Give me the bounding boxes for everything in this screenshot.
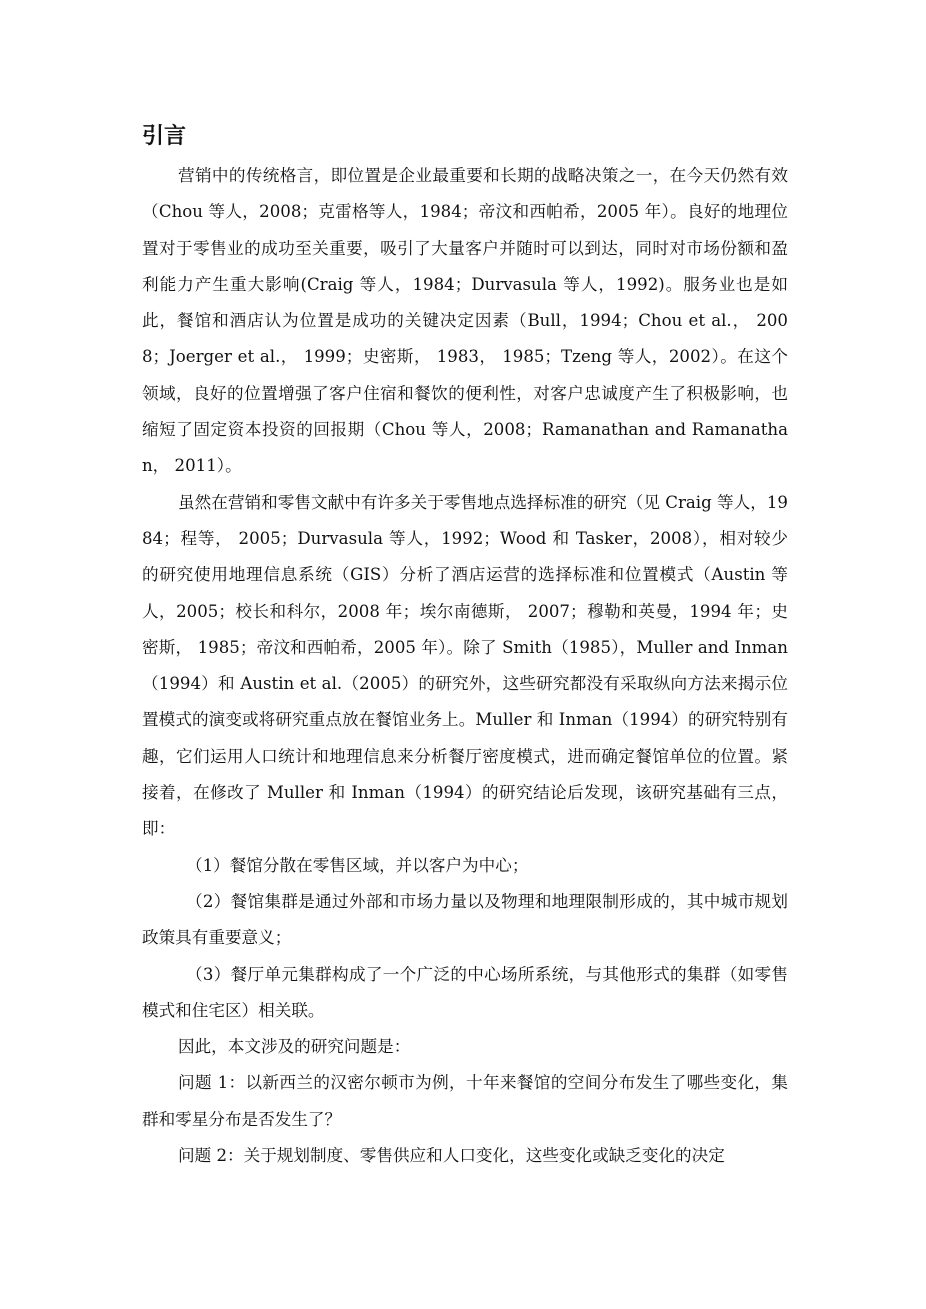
section-heading: 引言 — [142, 124, 187, 149]
paragraph-intro: 营销中的传统格言，即位置是企业最重要和长期的战略决策之一，在今天仍然有效（Chou 等人，2008；克雷格等人，1984；帝汶和西帕希，2005 年）。良好的地理位置对于零售业的成功至关重要，吸引了大量客户并随时可以到达，同时对市场份额和盈利能力产生重大影响(Craig 等人，1984；Durvasula 等人，1992)。服务业也是如此，餐馆和酒店认为位置是成功的关键决定因素（Bull，1994；Chou et al.， 2008；Joerger et al.， 1999；史密斯， 1983， 1985；Tzeng 等人，2002）。在这个领域，良好的位置增强了客户住宿和餐饮的便利性，对客户忠诚度产生了积极影响，也缩短了固定资本投资的回报期（Chou 等人，2008；Ramanathan and Ramanathan， 2011）。 — [142, 166, 788, 476]
question-2: 问题 2：关于规划制度、零售供应和人口变化，这些变化或缺乏变化的决定 — [178, 1146, 725, 1166]
list-item-2: （2）餐馆集群是通过外部和市场力量以及物理和地理限制形成的，其中城市规划政策具有重要意义； — [142, 891, 788, 948]
document-page — [142, 122, 788, 1174]
paragraph-research-questions: 因此，本文涉及的研究问题是： — [178, 1037, 411, 1057]
paragraph-literature: 虽然在营销和零售文献中有许多关于零售地点选择标准的研究（见 Craig 等人，1984；程等， 2005；Durvasula 等人，1992；Wood 和 Tasker，2008），相对较少的研究使用地理信息系统（GIS）分析了酒店运营的选择标准和位置模式（Austin 等人，2005；校长和科尔，2008 年；埃尔南德斯， 2007；穆勒和英曼，1994 年；史密斯， 1985；帝汶和西帕希，2005 年）。除了 Smith（1985），Muller and Inman（1994）和 Austin et al.（2005）的研究外，这些研究都没有采取纵向方法来揭示位置模式的演变或将研究重点放在餐馆业务上。Muller 和 Inman（1994）的研究特别有趣，它们运用人口统计和地理信息来分析餐厅密度模式，进而确定餐馆单位的位置。紧接着，在修改了 Muller 和 Inman（1994）的研究结论后发现，该研究基础有三点，即： — [142, 492, 788, 839]
list-item-3: （3）餐厅单元集群构成了一个广泛的中心场所系统，与其他形式的集群（如零售模式和住宅区）相关联。 — [142, 964, 788, 1020]
list-item-1: （1）餐馆分散在零售区域，并以客户为中心； — [186, 855, 529, 875]
question-1: 问题 1：以新西兰的汉密尔顿市为例，十年来餐馆的空间分布发生了哪些变化，集群和零星分布是否发生了？ — [142, 1073, 788, 1129]
